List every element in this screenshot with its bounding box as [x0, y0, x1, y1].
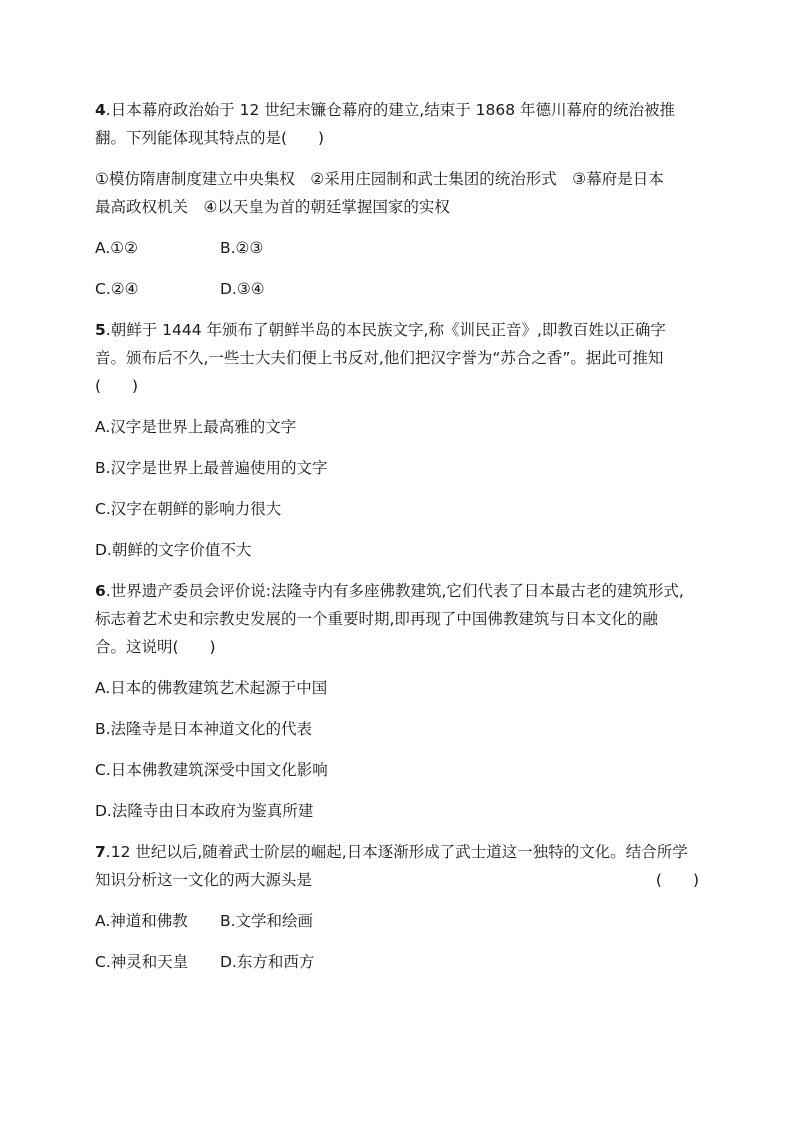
option-d: D.③④ [220, 280, 265, 298]
option-c: C.②④ [95, 280, 139, 298]
option-b: B.文学和绘画 [220, 912, 314, 930]
question-6-stem-line-3: 合。这说明( ) [95, 638, 216, 656]
question-4-stem-line-1: 4.日本幕府政治始于 12 世纪末镰仓幕府的建立,结束于 1868 年德川幕府的统治被推 [95, 101, 676, 119]
option-d: D.朝鲜的文字价值不大 [95, 541, 252, 559]
question-4-options-row-1 [95, 234, 705, 262]
question-5 [95, 316, 705, 564]
option-d: D.法隆寺由日本政府为鉴真所建 [95, 802, 314, 820]
question-4-stem [95, 96, 705, 152]
option-a: A.汉字是世界上最高雅的文字 [95, 418, 297, 436]
option-a: A.①② [95, 239, 139, 257]
answer-bracket: ( ) [655, 871, 699, 889]
option-b: B.汉字是世界上最普遍使用的文字 [95, 459, 328, 477]
option-b: B.②③ [220, 239, 264, 257]
option-d: D.东方和西方 [220, 953, 315, 971]
question-6-stem-line-2: 标志着艺术史和宗教史发展的一个重要时期,即再现了中国佛教建筑与日本文化的融 [95, 610, 658, 628]
question-5-stem-line-1: 5.朝鲜于 1444 年颁布了朝鲜半岛的本民族文字,称《训民正音》,即教百姓以正确字 [95, 321, 666, 339]
option-c: C.神灵和天皇 [95, 953, 189, 971]
option-b: B.法隆寺是日本神道文化的代表 [95, 720, 313, 738]
question-number: 4 [95, 101, 106, 119]
question-4-options-row-2 [95, 275, 705, 303]
question-4-items-line-2: 最高政权机关 ④以天皇为首的朝廷掌握国家的实权 [95, 198, 450, 216]
question-4-items-line-1: ①模仿隋唐制度建立中央集权 ②采用庄园制和武士集团的统治形式 ③幕府是日本 [95, 170, 664, 188]
exam-page [95, 96, 705, 976]
question-number: 6 [95, 582, 106, 600]
question-7 [95, 838, 705, 976]
question-4-stem-line-2: 翻。下列能体现其特点的是( ) [95, 129, 325, 147]
option-a: A.神道和佛教 [95, 912, 188, 930]
option-c: C.汉字在朝鲜的影响力很大 [95, 500, 282, 518]
question-4 [95, 96, 705, 303]
question-6 [95, 577, 705, 825]
question-6-stem-line-1: 6.世界遗产委员会评价说:法隆寺内有多座佛教建筑,它们代表了日本最古老的建筑形式, [95, 582, 684, 600]
question-7-options-row-2 [95, 948, 705, 976]
option-a: A.日本的佛教建筑艺术起源于中国 [95, 679, 328, 697]
question-5-stem-line-2: 音。颁布后不久,一些士大夫们便上书反对,他们把汉字誉为“苏合之香”。据此可推知 [95, 349, 664, 367]
question-number: 7 [95, 843, 106, 861]
question-number: 5 [95, 321, 106, 339]
question-7-stem-line-1: 7.12 世纪以后,随着武士阶层的崛起,日本逐渐形成了武士道这一独特的文化。结合所学 [95, 843, 688, 861]
option-c: C.日本佛教建筑深受中国文化影响 [95, 761, 328, 779]
question-5-stem-line-3: ( ) [95, 377, 139, 395]
question-7-options-row-1 [95, 907, 705, 935]
question-7-stem-line-2: 知识分析这一文化的两大源头是 ( ) [95, 866, 705, 894]
